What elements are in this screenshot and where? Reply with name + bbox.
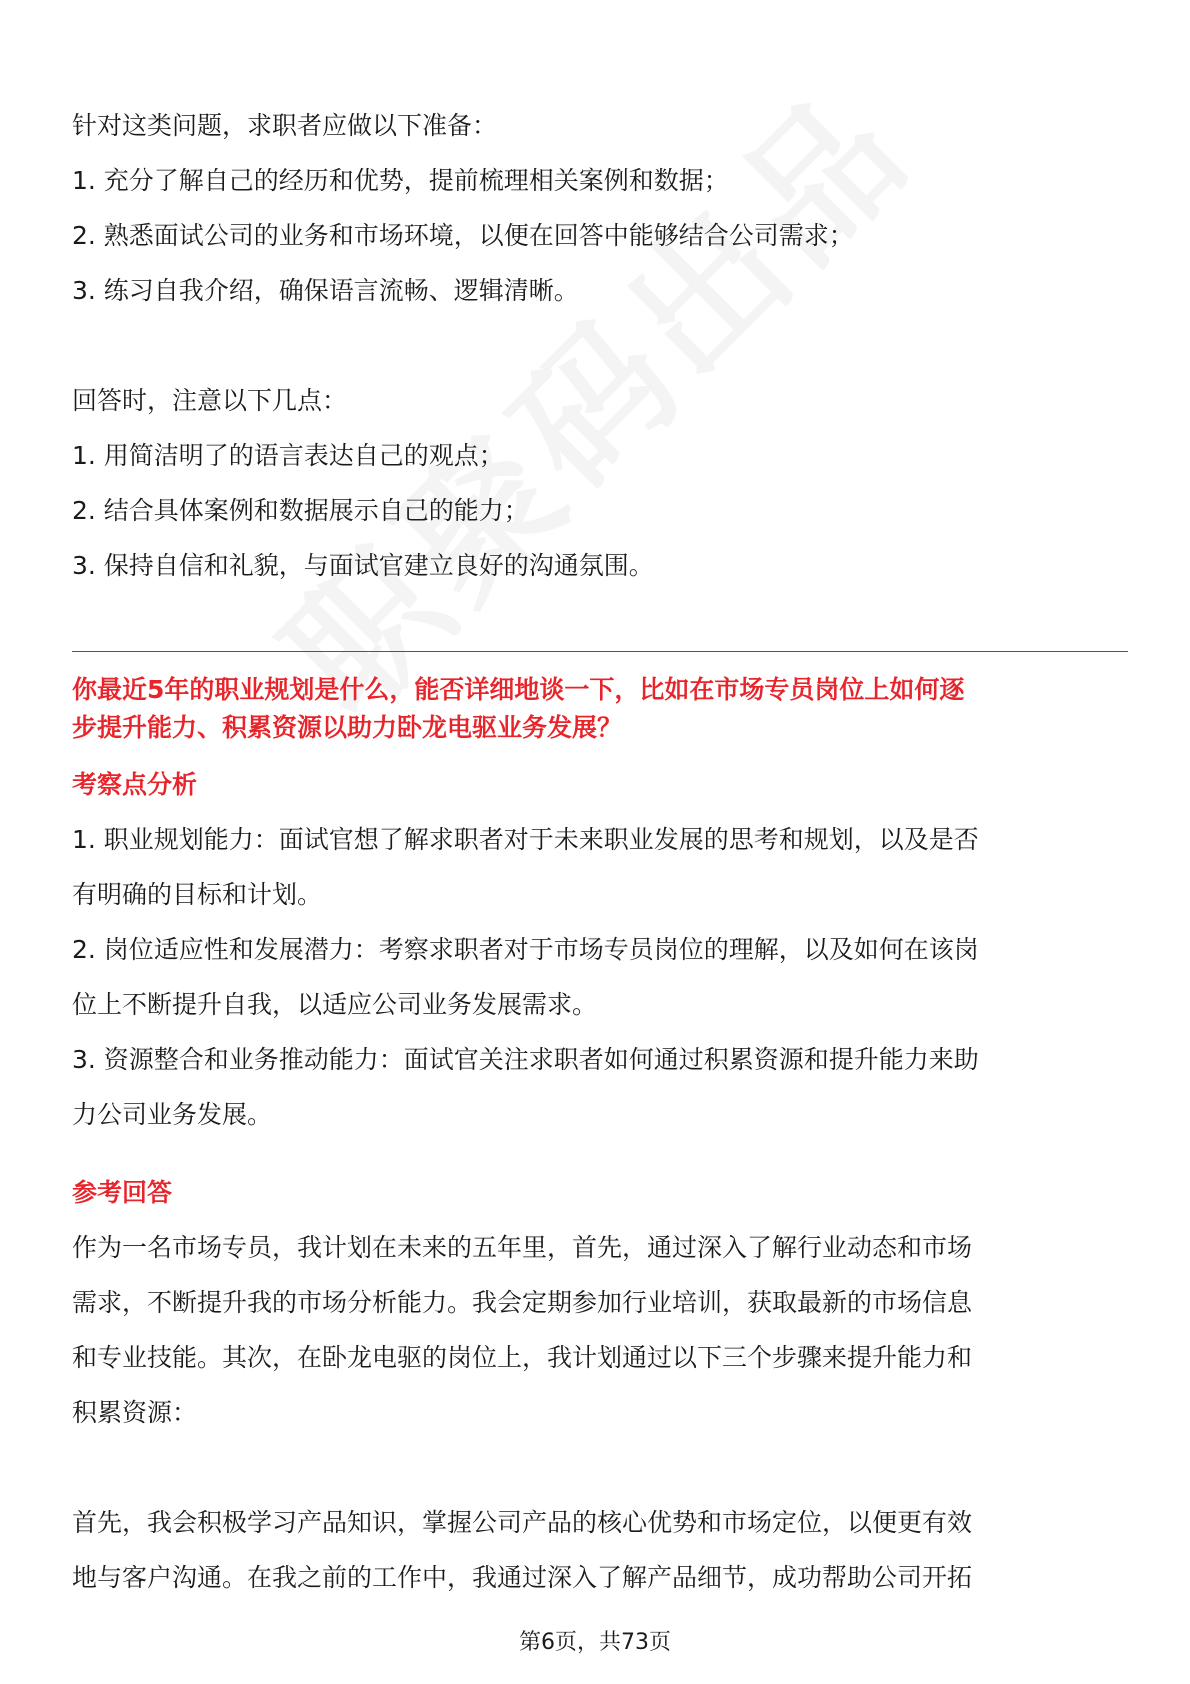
- prep-item: 2. 熟悉面试公司的业务和市场环境，以便在回答中能够结合公司需求；: [72, 221, 854, 250]
- tips-intro: 回答时，注意以下几点：: [72, 386, 348, 415]
- reference-line: 和专业技能。其次，在卧龙电驱的岗位上，我计划通过以下三个步骤来提升能力和: [72, 1343, 973, 1372]
- analysis-line: 位上不断提升自我，以适应公司业务发展需求。: [72, 990, 598, 1019]
- reference-line: 地与客户沟通。在我之前的工作中，我通过深入了解产品细节，成功帮助公司开拓: [72, 1563, 973, 1592]
- tips-item: 1. 用简洁明了的语言表达自己的观点；: [72, 441, 504, 470]
- reference-line: 首先，我会积极学习产品知识，掌握公司产品的核心优势和市场定位，以便更有效: [72, 1508, 973, 1537]
- reference-heading: 参考回答: [72, 1178, 173, 1207]
- tips-item: 3. 保持自信和礼貌，与面试官建立良好的沟通氛围。: [72, 551, 654, 580]
- question-line: 步提升能力、积累资源以助力卧龙电驱业务发展？: [72, 713, 623, 742]
- reference-line: 需求，不断提升我的市场分析能力。我会定期参加行业培训，获取最新的市场信息: [72, 1288, 973, 1317]
- analysis-line: 力公司业务发展。: [72, 1100, 273, 1129]
- analysis-line: 1. 职业规划能力：面试官想了解求职者对于未来职业发展的思考和规划，以及是否: [72, 825, 979, 854]
- analysis-line: 3. 资源整合和业务推动能力：面试官关注求职者如何通过积累资源和提升能力来助: [72, 1045, 979, 1074]
- reference-line: 作为一名市场专员，我计划在未来的五年里，首先，通过深入了解行业动态和市场: [72, 1233, 973, 1262]
- tips-item: 2. 结合具体案例和数据展示自己的能力；: [72, 496, 529, 525]
- prep-item: 1. 充分了解自己的经历和优势，提前梳理相关案例和数据；: [72, 166, 729, 195]
- analysis-line: 有明确的目标和计划。: [72, 880, 323, 909]
- prep-intro: 针对这类问题，求职者应做以下准备：: [72, 111, 498, 140]
- question-line: 你最近5年的职业规划是什么，能否详细地谈一下，比如在市场专员岗位上如何逐: [72, 675, 965, 704]
- prep-item: 3. 练习自我介绍，确保语言流畅、逻辑清晰。: [72, 276, 579, 305]
- reference-line: 积累资源：: [72, 1398, 198, 1427]
- page-number: 第6页，共73页: [519, 1630, 671, 1655]
- analysis-line: 2. 岗位适应性和发展潜力：考察求职者对于市场专员岗位的理解，以及如何在该岗: [72, 935, 979, 964]
- section-divider: [72, 651, 1128, 652]
- analysis-heading: 考察点分析: [72, 770, 198, 799]
